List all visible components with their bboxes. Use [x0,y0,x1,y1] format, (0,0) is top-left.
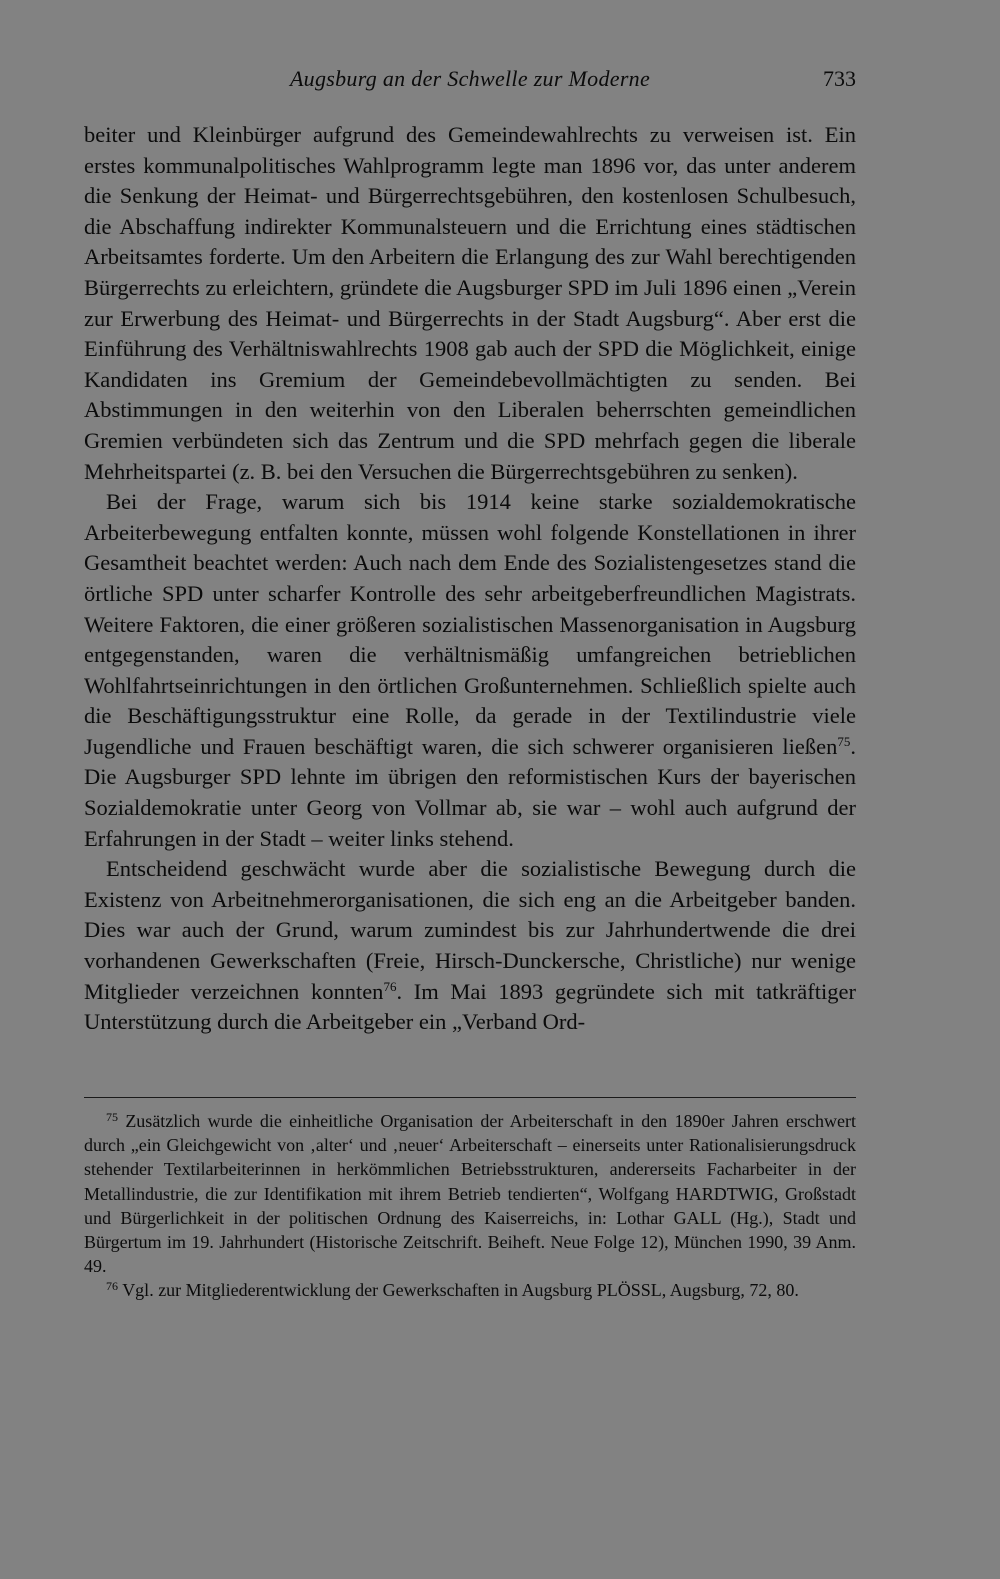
paragraph-2-text-a: Bei der Frage, warum sich bis 1914 keine starke sozialdemokratische Arbeiterbewegung entfalten konnte, müssen wohl folgende Konstellationen in ihrer Gesamtheit beachtet werden: Auch nach dem Ende des Sozialistengesetzes stand die örtliche SPD unter scharfer Kontrolle des sehr arbeitgeberfreundlichen Magistrats. Weitere Faktoren, die einer größeren sozialistischen Massenorganisation in Augsburg entgegenstanden, waren die verhältnismäßig umfangreichen betrieblichen Wohlfahrtseinrichtungen in den örtlichen Großunternehmen. Schließlich spielte auch die Beschäftigungsstruktur eine Rolle, da gerade in der Textilindustrie viele Jugendliche und Frauen beschäftigt waren, die sich schwerer organisieren ließen [84,489,856,759]
footnote-reference-75: 75 [837,733,851,749]
footnote-divider [84,1097,856,1098]
footnote-75-text: Zusätzlich wurde die einheitliche Organisation der Arbeiterschaft in den 1890er Jahren erschwert durch „ein Gleichgewicht von ‚alter‘ und ‚neuer‘ Arbeiterschaft – einerseits unter Rationalisierungsdruck stehender Textilarbeiterinnen in herkömmlichen Betriebsstrukturen, andererseits Facharbeiter in der Metallindustrie, die zur Identifikation mit ihrem Betrieb tendierten“, Wolfgang HARDTWIG, Großstadt und Bürgerlichkeit in der politischen Ordnung des Kaiserreichs, in: Lothar GALL (Hg.), Stadt und Bürgertum im 19. Jahrhundert (Historische Zeitschrift. Beiheft. Neue Folge 12), München 1990, 39 Anm. 49. [84,1111,857,1277]
footnotes [84,1109,856,1303]
footnote-reference-76: 76 [383,978,397,994]
page-header [84,62,856,96]
footnote-number-75: 75 [106,1110,118,1124]
paragraph-2 [84,487,856,854]
paragraph-2-text-b: . Die Augsburger SPD lehnte im übrigen den reformistischen Kurs der bayerischen Sozialdemokratie unter Georg von Vollmar ab, sie war – wohl auch aufgrund der Erfahrungen in der Stadt – weiter links stehend. [84,733,856,851]
paragraph-1: beiter und Kleinbürger aufgrund des Gemeindewahlrechts zu verweisen ist. Ein erstes kommunalpolitisches Wahlprogramm legte man 1896 vor, das unter anderem die Senkung der Heimat- und Bürgerrechtsgebühren, den kostenlosen Schulbesuch, die Abschaffung indirekter Kommunalsteuern und die Errichtung eines städtischen Arbeitsamtes forderte. Um den Arbeitern die Erlangung des zur Wahl berechtigenden Bürgerrechts zu erleichtern, gründete die Augsburger SPD im Juli 1896 einen „Verein zur Erwerbung des Heimat- und Bürgerrechts in der Stadt Augsburg“. Aber erst die Einführung des Verhältniswahlrechts 1908 gab auch der SPD die Möglichkeit, einige Kandidaten ins Gremium der Gemeindebevollmächtigten zu senden. Bei Abstimmungen in den weiterhin von den Liberalen beherrschten gemeindlichen Gremien verbündeten sich das Zentrum und die SPD mehrfach gegen die liberale Mehrheitspartei (z. B. bei den Versuchen die Bürgerrechtsgebühren zu senken). [84,122,856,484]
main-text [84,120,856,1038]
footnote-76-text: Vgl. zur Mitgliederentwicklung der Gewerkschaften in Augsburg PLÖSSL, Augsburg, 72, 80. [122,1280,799,1301]
footnote-76 [84,1278,856,1302]
running-head-title: Augsburg an der Schwelle zur Moderne [289,66,651,91]
footnote-number-76: 76 [106,1279,118,1294]
paragraph-3-text-a: Entscheidend geschwächt wurde aber die sozialistische Bewegung durch die Existenz von Arbeitnehmerorganisationen, die sich eng an die Arbeitgeber banden. Dies war auch der Grund, warum zumindest bis zur Jahrhundertwende die drei vorhandenen Gewerkschaften (Freie, Hirsch-Dunckersche, Christliche) nur wenige Mitglieder verzeichnen konnten [84,856,856,1004]
footnote-75 [84,1109,856,1278]
page-number: 733 [823,66,856,91]
paragraph-3 [84,854,856,1038]
paragraph-3-text-b: . Im Mai 1893 gegründete sich mit tatkräftiger Unterstützung durch die Arbeitgeber ein „Verband Ord- [84,978,856,1035]
